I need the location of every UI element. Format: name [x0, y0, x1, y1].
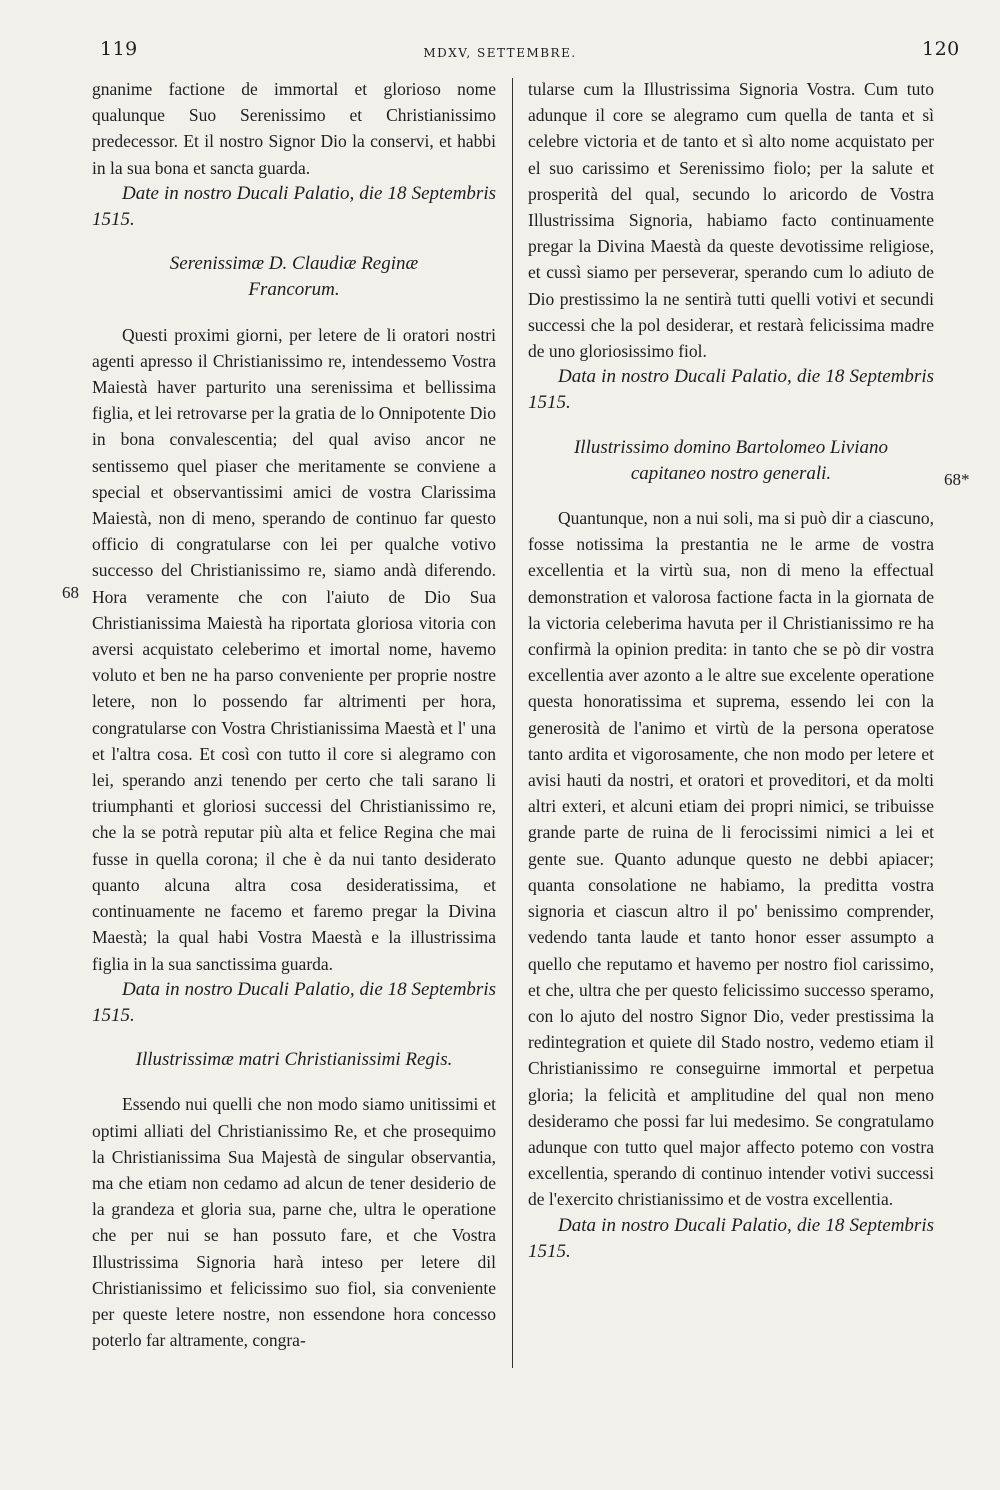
- letter-heading: Illustrissimæ matri Christianissimi Regis.: [135, 1049, 453, 1071]
- letter-paragraph: Essendo nui quelli che non modo siamo unitissimi et optimi alliati del Christianissimo Re, et che prosequimo la Christianissima Sua Majestà de singular observantia, ma che etiam non cedamo ad alcun de tener desiderio de la grandeza et gloria sua, parne che, ultra le operatione che per nui se han possuto fare, et che Vostra Illustrissima Signoria harà inteso per letere dil Christianissimo et felicissimo suo fiol, sia conveniente per queste letere nostre, non essendone hora concesso poterlo far altramente, congra-: [92, 1094, 496, 1351]
- right-column: [528, 76, 934, 1265]
- margin-number-right: 68*: [944, 470, 970, 489]
- heading-line: Serenissimæ D. Claudiæ Reginæ: [169, 253, 419, 275]
- paragraph-continuation: gnanime factione de immortal et glorioso nome qualunque Suo Serenissimo et Christianissimo predecessor. Et il nostro Signor Dio la conservi, et habbi in la sua bona et sancta guarda.: [92, 79, 496, 178]
- letter-heading: [528, 435, 934, 487]
- letter-paragraph: Quantunque, non a nui soli, ma si può dir a ciascuno, fosse notissima la prestantia ne le arme de vostra excellentia et la virtù sua, non di meno la effectual demonstration et valorosa factione facta in la giornata de la victoria celeberima havuta per il Christianissimo re ha confirmà la opinion predita: in tanto che se pò dir vostra excellentia aver azonto a le altre sue excelente operatione questa honoratissima et suprema, essendo lei con la generosità de l'animo et virtù de la persona operatose tanto ardita et vigorosamente, che non modo per letere et avisi hauti da nostri, et oratori et proveditori, et da molti altri exteri, et alcuni etiam dei propri nimici, se tribuisse grande parte de ruina de li ferocissimi nimici a lei et gente sue. Quanto adunque questo ne debbi apiacer; quanta consolatione ne habiamo, la preditta vostra signoria et ciascun altro il po' benissimo comprender, vedendo tanta laude et tanto honor esser assumpto a quello che reputamo et havemo per nostro fiol carissimo, et che, ultra che per questo felicissimo successo speramo, con lo ajuto del nostro Signor Dio, veder prestissima la redintegration et quiete dil Stado nostro, vedemo etiam il Christianissimo re conseguirne immortal et perpetua gloria; la felicità et amplitudine del qual non meno desideramo che possi far lui medesimo. Se congratulamo adunque con tutto quel major affecto potemo con vostra excellentia, sperando di continuo intender votivi successi de l'exercito christianissimo et de vostra excellentia.: [528, 508, 934, 1210]
- page-number-right: 120: [922, 38, 960, 60]
- dateline: Data in nostro Ducali Palatio, die 18 Septembris 1515.: [92, 978, 496, 1026]
- running-title: MDXV, SETTEMBRE.: [423, 46, 577, 60]
- margin-number-left: 68: [62, 583, 79, 602]
- dateline: Date in nostro Ducali Palatio, die 18 Septembris 1515.: [92, 182, 496, 231]
- paragraph-continuation: tularse cum la Illustrissima Signoria Vostra. Cum tuto adunque il core se alegramo cum quella de tanta et sì celebre victoria et de tanto et sì alto nome acquistato per el suo carissimo et Serenissimo fiolo; per la salute et prosperità del qual, secundo lo aricordo de Vostra Illustrissima Signoria, habiamo facto continuamente pregar la Divina Maestà da queste devotissime religiose, et cussì siamo per perseverar, sperando cum lo adiuto de Dio prestissimo la ne sentirà tutti quelli votivi et secundi successi che la pol desiderar, et restarà felicissima madre de uno gloriosissimo fiol.: [528, 79, 934, 362]
- left-column: [92, 76, 496, 1353]
- letter-paragraph: Questi proximi giorni, per letere de li oratori nostri agenti apresso il Christianissimo re, intendessemo Vostra Maiestà haver parturito una serenissima et bellissima figlia, et lei retrovarse per la gratia de lo Onnipotente Dio in bona convalescentia; del qual aviso ancor ne sentissemo quel piaser che meritamente se conviene a special et observantissimi amici de vostra Clarissima Maiestà, non di meno, sperando de continuo far questo officio di congratularse con lei per qualche votivo successo del Christianissimo re, siamo andà diferendo. Hora veramente che con l'aiuto de Dio Sua Christianissima Maiestà ha riportata gloriosa vitoria con aversi acquistato celeberimo et imortal nome, havemo voluto et ben ne ha parso conveniente per proprie nostre letere, non lo possendo far altrimenti per hora, congratularse con Vostra Christianissima Maestà et l' una et l'altra cosa. Et così con tutto il core si alegramo con lei, sperando anzi tenendo per certo che tali sarano li triumphanti et gloriosi successi del Christianissimo re, che la se potrà reputar più alta et felice Regina che mai fusse in quella corona; il che è da nui tanto desiderato quanto alcuna altra cosa desideratissima, et continuamente ne facemo et faremo pregar la Divina Maestà; la qual habi Vostra Maestà e la illustrissima figlia in la sua sanctissima guarda.: [92, 324, 496, 974]
- dateline: Data in nostro Ducali Palatio, die 18 Septembris 1515.: [528, 366, 934, 414]
- column-divider: [512, 78, 513, 1368]
- heading-line: Illustrissimo domino Bartolomeo Liviano: [573, 436, 889, 458]
- running-head: [0, 34, 1000, 74]
- dateline: Data in nostro Ducali Palatio, die 18 Septembris 1515.: [528, 1214, 934, 1262]
- heading-line: Francorum.: [248, 279, 340, 301]
- heading-line: capitaneo nostro generali.: [630, 462, 832, 484]
- letter-heading: [92, 251, 496, 303]
- page-number-left: 119: [100, 38, 138, 60]
